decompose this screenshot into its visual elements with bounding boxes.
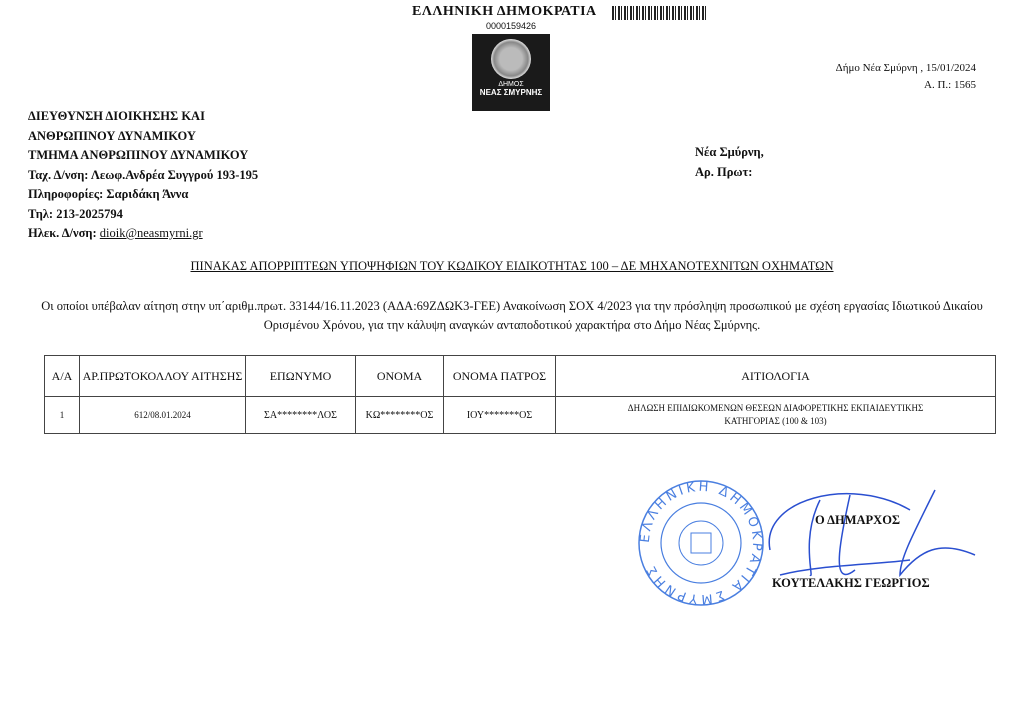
sender-block — [28, 107, 258, 244]
logo-line1: ΔΗΜΟΣ — [498, 81, 524, 88]
sender-line: Τηλ: 213-2025794 — [28, 206, 123, 221]
document-heading: ΠΙΝΑΚΑΣ ΑΠΟΡΡΙΠΤΕΩΝ ΥΠΟΨΗΦΙΩΝ ΤΟΥ ΚΩΔΙΚΟΥ ΕΙΔΙΚΟΤΗΤΑΣ 100 – ΔΕ ΜΗΧΑΝΟΤΕΧΝΙΤΩΝ ΟΧΗΜΑΤΩΝ — [190, 259, 834, 273]
column-header: ΟΝΟΜΑ ΠΑΤΡΟΣ — [444, 356, 556, 397]
email-link[interactable]: dioik@neasmyrni.gr — [99, 226, 203, 240]
table-row — [45, 397, 996, 434]
header-title: ΕΛΛΗΝΙΚΗ ΔΗΜΟΚΡΑΤΙΑ — [412, 4, 597, 19]
email-line — [28, 224, 258, 244]
signatory-title: Ο ΔΗΜΑΡΧΟΣ — [815, 513, 901, 527]
cell-father-name: ΙΟΥ*******ΟΣ — [444, 397, 556, 434]
date-line: Δήμο Νέα Σμύρνη , 15/01/2024 — [835, 62, 976, 74]
seal-icon — [491, 39, 531, 79]
protocol-line: Αρ. Πρωτ: — [695, 164, 753, 179]
column-header: ΟΝΟΜΑ — [356, 356, 444, 397]
barcode-number: 0000159426 — [486, 21, 537, 31]
place-block — [695, 143, 764, 182]
signatory-name: ΚΟΥΤΕΛΑΚΗΣ ΓΕΩΡΓΙΟΣ — [772, 576, 930, 590]
column-header: ΑΡ.ΠΡΩΤΟΚΟΛΛΟΥ ΑΙΤΗΣΗΣ — [80, 356, 246, 397]
sender-line: ΔΙΕΥΘΥΝΣΗ ΔΙΟΙΚΗΣΗΣ ΚΑΙ — [28, 109, 205, 123]
barcode — [612, 6, 708, 20]
sender-line: ΤΜΗΜΑ ΑΝΘΡΩΠΙΝΟΥ ΔΥΝΑΜΙΚΟΥ — [28, 148, 249, 162]
sender-line: Πληροφορίες: Σαριδάκη Άννα — [28, 187, 189, 201]
cell-protocol: 612/08.01.2024 — [80, 397, 246, 434]
intro-paragraph: Οι οποίοι υπέβαλαν αίτηση στην υπ΄αριθμ.πρωτ. 33144/16.11.2023 (ΑΔΑ:69ΖΔΩΚ3-ΓΕΕ) Ανακοίνωση ΣΟΧ 4/2023 για την πρόσληψη προσωπικού με σχέση εργασίας Ιδιωτικού Δικαίου Ορισμένου Χρόνου, για την κάλυψη αναγκών ανταποδοτικού χαρακτήρα στο Δήμο Νέας Σμύρνης. — [41, 299, 983, 332]
cell-name: ΚΩ********ΟΣ — [356, 397, 444, 434]
column-header: Α/Α — [45, 356, 80, 397]
cell-index: 1 — [45, 397, 80, 434]
official-stamp — [636, 478, 766, 608]
column-header: ΕΠΩΝΥΜΟ — [246, 356, 356, 397]
sender-line: ΑΝΘΡΩΠΙΝΟΥ ΔΥΝΑΜΙΚΟΥ — [28, 128, 196, 143]
rejected-candidates-table — [44, 355, 996, 434]
column-header: ΑΙΤΙΟΛΟΓΙΑ — [556, 356, 996, 397]
email-label: Ηλεκ. Δ/νση: — [28, 226, 100, 240]
cell-reason: ΔΗΛΩΣΗ ΕΠΙΔΙΩΚΟΜΕΝΩΝ ΘΕΣΕΩΝ ΔΙΑΦΟΡΕΤΙΚΗΣ ΕΚΠΑΙΔΕΥΤΙΚΗΣ ΚΑΤΗΓΟΡΙΑΣ (100 & 103) — [556, 397, 996, 434]
svg-text:ΕΛΛΗΝΙΚΗ ΔΗΜΟΚΡΑΤΙΑ ΣΜΥΡΝΗΣ: ΕΛΛΗΝΙΚΗ ΔΗΜΟΚΡΑΤΙΑ ΣΜΥΡΝΗΣ — [637, 479, 765, 607]
sender-line: Ταχ. Δ/νση: Λεωφ.Ανδρέα Συγγρού 193-195 — [28, 167, 259, 182]
municipality-logo — [472, 34, 550, 111]
protocol-number: Α. Π.: 1565 — [924, 79, 976, 91]
place-line: Νέα Σμύρνη, — [695, 145, 764, 159]
logo-line2: ΝΕΑΣ ΣΜΥΡΝΗΣ — [479, 88, 543, 97]
table-header-row — [45, 356, 996, 397]
cell-surname: ΣΑ********ΛΟΣ — [246, 397, 356, 434]
